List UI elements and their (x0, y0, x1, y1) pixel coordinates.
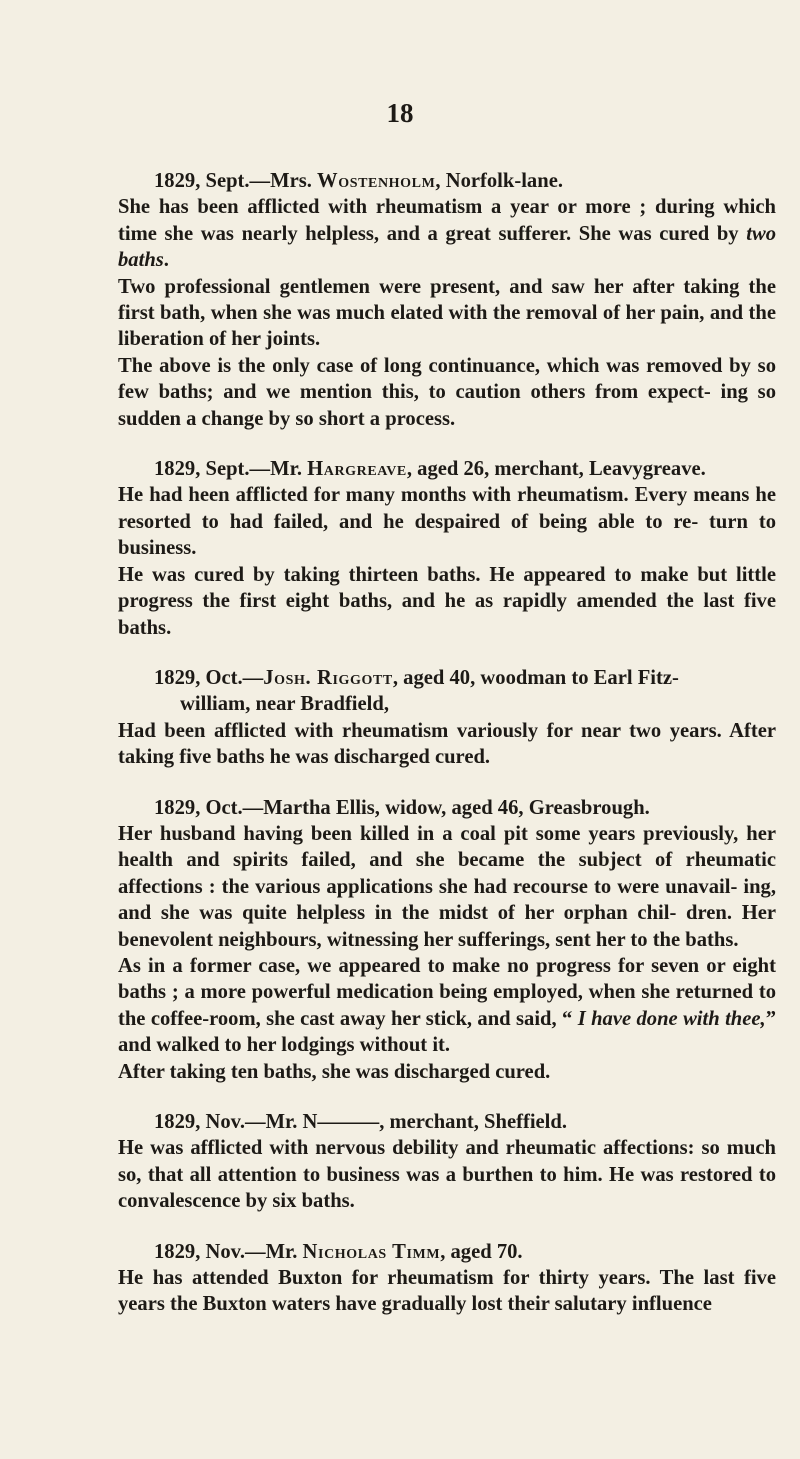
entry-name: Hargreave (307, 458, 407, 481)
entry-paragraph: Two professional gentlemen were present, and saw her after taking the first bath, when she was much elated with the removal of her pain, and the liberation of her joints. (118, 275, 776, 351)
entry-details: , aged 26, merchant, Leavygreave. (406, 458, 706, 481)
entry-date: 1829, Sept. (154, 458, 250, 481)
entry-name-prefix: Mr. N (265, 1111, 318, 1133)
entry-heading: 1829, Oct.—Martha Ellis, widow, aged 46, Greasbrough. (154, 796, 650, 819)
entry-paragraph: She has been afflicted with rheumatism a year or more ; during which time she was nearly helpless, and a great sufferer. She was cured by two baths. (118, 196, 776, 272)
entry-details: , aged 70. (440, 1240, 523, 1263)
entry-name: Wostenholm (317, 170, 436, 192)
entry-paragraph: He was afflicted with nervous debility and rheumatic affections: so much so, that all attention to business was a burthen to him. He was restored to convalescence by six baths. (118, 1137, 776, 1213)
entry-details: , aged 40, woodman to Earl Fitz- (392, 666, 679, 689)
entry-date: 1829, Nov. (154, 1240, 245, 1263)
entry-details: ———, merchant, Sheffield. (317, 1111, 568, 1133)
case-entry (118, 665, 776, 771)
entry-paragraph: He had heen afflicted for many months with rheumatism. Every means he resorted to had failed, and he despaired of being able to re- turn to business. (118, 484, 776, 560)
entry-date: 1829, Sept. (154, 170, 250, 192)
entry-name: Nicholas Timm (302, 1240, 441, 1263)
entry-details: , Norfolk-lane. (435, 170, 563, 192)
entry-heading: 1829, Nov.—Mr. Nicholas Timm, aged 70. (154, 1240, 523, 1263)
entry-paragraph: He has attended Buxton for rheumatism for thirty years. The last five years the Buxton waters have gradually lost their salutary influence (118, 1267, 776, 1316)
entry-paragraph: Her husband having been killed in a coal pit some years previously, her health and spirits failed, and she became the subject of rheumatic affections : the various applications she had recourse to were unavail- ing, and she was quite helpless in the midst of her orphan chil- dren. Her benevolent neighbours, witnessing her sufferings, sent her to the baths. (118, 822, 776, 951)
page-number: 18 (386, 98, 414, 128)
entry-paragraph: After taking ten baths, she was discharged cured. (118, 1060, 551, 1083)
case-entry (118, 1239, 776, 1318)
entry-heading: 1829, Sept.—Mrs. Wostenholm, Norfolk-lane. (154, 170, 563, 192)
entry-heading: 1829, Oct.—Josh. Riggott, aged 40, woodman to Earl Fitz- william, near Bradfield, (118, 665, 776, 718)
entry-name-prefix: Mr. (270, 458, 308, 481)
entry-name-prefix: Mrs. (270, 170, 318, 192)
entry-paragraph: He was cured by taking thirteen baths. He appeared to make but little progress the first eight baths, and he as rapidly amended the last five baths. (118, 563, 776, 639)
entry-heading: 1829, Sept.—Mr. Hargreave, aged 26, merchant, Leavygreave. (154, 458, 706, 481)
entry-paragraph: The above is the only case of long continuance, which was removed by so few baths; and we mention this, to caution others from expect- ing so sudden a change by so short a process. (118, 354, 776, 430)
entry-date: 1829, Nov. (154, 1111, 245, 1133)
entry-paragraph: As in a former case, we appeared to make no progress for seven or eight baths ; a more powerful medication being employed, when she returned to the coffee-room, she cast away her stick, and said, “ I have done with thee,” and walked to her lodgings without it. (118, 954, 776, 1057)
entry-details: Martha Ellis, widow, aged 46, Greasbrough. (263, 796, 650, 819)
page-body (118, 168, 776, 1342)
entry-details-continued: william, near Bradfield, (180, 693, 389, 716)
entry-paragraph: Had been afflicted with rheumatism variously for near two years. After taking five baths he was discharged cured. (118, 719, 776, 769)
case-entry (118, 795, 776, 1085)
case-entry (118, 168, 776, 432)
entry-date: 1829, Oct. (154, 796, 243, 819)
entry-name: Josh. Riggott (263, 666, 393, 689)
entry-heading: 1829, Nov.—Mr. N———, merchant, Sheffield. (154, 1111, 568, 1133)
entry-name-prefix: Mr. (265, 1240, 303, 1263)
case-entry (118, 1109, 776, 1215)
entry-date: 1829, Oct. (154, 666, 243, 689)
case-entry (118, 456, 776, 641)
